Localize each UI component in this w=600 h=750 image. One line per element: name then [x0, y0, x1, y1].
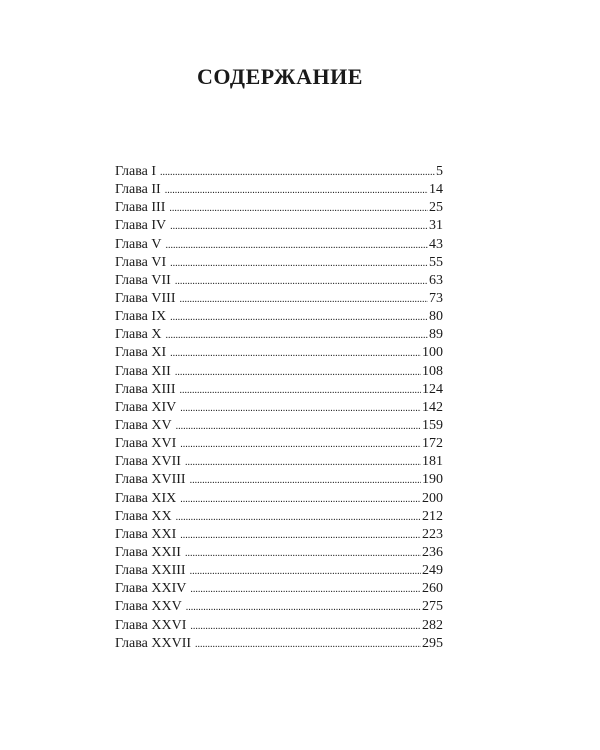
- toc-entry-label: Глава XXII: [115, 544, 181, 560]
- toc-entry-page-number: 5: [436, 164, 443, 179]
- toc-leader-dots: [170, 255, 428, 273]
- toc-entry: [115, 544, 443, 562]
- toc-entry: [115, 344, 443, 362]
- toc-entry: [115, 635, 443, 653]
- toc-leader-dots: [176, 509, 421, 527]
- toc-entry-label: Глава XXIII: [115, 563, 186, 579]
- toc-entry: [115, 435, 443, 453]
- toc-leader-dots: [186, 599, 421, 617]
- toc-entry: [115, 308, 443, 326]
- toc-entry: [115, 562, 443, 580]
- toc-entry: [115, 598, 443, 616]
- toc-entry-page-number: 190: [422, 472, 443, 488]
- toc-entry-page-number: 249: [422, 563, 443, 579]
- toc-entry-label: Глава XVI: [115, 436, 177, 452]
- toc-entry-label: Глава I: [115, 164, 157, 179]
- toc-leader-dots: [190, 618, 421, 636]
- toc-entry-page-number: 43: [429, 236, 443, 252]
- toc-leader-dots: [179, 382, 421, 400]
- toc-entry-label: Глава XIII: [115, 381, 176, 397]
- toc-entry-page-number: 100: [422, 345, 443, 361]
- toc-entry-page-number: 31: [429, 218, 443, 234]
- table-of-contents: [115, 163, 443, 653]
- toc-entry: [115, 508, 443, 526]
- toc-entry-page-number: 172: [422, 436, 443, 452]
- toc-entry-page-number: 200: [422, 490, 443, 506]
- toc-leader-dots: [185, 545, 421, 563]
- toc-entry-label: Глава XII: [115, 363, 171, 379]
- toc-entry: [115, 326, 443, 344]
- toc-entry-page-number: 181: [422, 454, 443, 470]
- toc-entry-label: Глава VII: [115, 272, 171, 288]
- toc-entry-page-number: 236: [422, 544, 443, 560]
- toc-entry-page-number: 80: [429, 309, 443, 325]
- toc-leader-dots: [190, 472, 421, 490]
- toc-entry: [115, 399, 443, 417]
- toc-entry: [115, 199, 443, 217]
- toc-entry-label: Глава III: [115, 200, 166, 216]
- toc-leader-dots: [190, 563, 421, 581]
- toc-entry-label: Глава XI: [115, 345, 167, 361]
- toc-entry: [115, 580, 443, 598]
- toc-leader-dots: [160, 164, 435, 182]
- toc-entry: [115, 290, 443, 308]
- toc-leader-dots: [170, 218, 428, 236]
- toc-entry-page-number: 63: [429, 272, 443, 288]
- toc-entry: [115, 417, 443, 435]
- toc-entry: [115, 272, 443, 290]
- toc-entry-page-number: 159: [422, 417, 443, 433]
- toc-entry-page-number: 275: [422, 599, 443, 615]
- toc-leader-dots: [180, 436, 421, 454]
- toc-entry-page-number: 223: [422, 526, 443, 542]
- toc-leader-dots: [169, 200, 428, 218]
- toc-entry-label: Глава XV: [115, 417, 172, 433]
- toc-leader-dots: [170, 345, 421, 363]
- toc-leader-dots: [166, 237, 429, 255]
- toc-entry-page-number: 73: [429, 290, 443, 306]
- toc-entry: [115, 217, 443, 235]
- toc-entry-label: Глава XIX: [115, 490, 177, 506]
- toc-entry: [115, 363, 443, 381]
- toc-entry-label: Глава XXVI: [115, 617, 187, 633]
- toc-entry-page-number: 282: [422, 617, 443, 633]
- toc-entry-label: Глава XVIII: [115, 472, 186, 488]
- toc-entry-label: Глава V: [115, 236, 162, 252]
- toc-entry-page-number: 25: [429, 200, 443, 216]
- toc-leader-dots: [190, 581, 421, 599]
- toc-leader-dots: [180, 400, 421, 418]
- toc-leader-dots: [180, 491, 421, 509]
- toc-entry-page-number: 89: [429, 327, 443, 343]
- toc-entry: [115, 526, 443, 544]
- toc-leader-dots: [185, 454, 421, 472]
- toc-entry: [115, 163, 443, 181]
- page-title: СОДЕРЖАНИЕ: [197, 64, 363, 89]
- toc-leader-dots: [165, 182, 428, 200]
- toc-entry-page-number: 142: [422, 399, 443, 415]
- toc-entry-label: Глава XXIV: [115, 581, 187, 597]
- toc-entry: [115, 453, 443, 471]
- toc-entry-page-number: 212: [422, 508, 443, 524]
- toc-entry-label: Глава IV: [115, 218, 167, 234]
- toc-entry-page-number: 295: [422, 635, 443, 651]
- toc-entry: [115, 617, 443, 635]
- toc-entry-label: Глава XXV: [115, 599, 182, 615]
- toc-leader-dots: [175, 273, 428, 291]
- toc-leader-dots: [195, 636, 421, 654]
- toc-leader-dots: [180, 527, 421, 545]
- toc-entry-label: Глава X: [115, 327, 162, 343]
- toc-entry-page-number: 55: [429, 254, 443, 270]
- toc-entry-label: Глава XXI: [115, 526, 177, 542]
- toc-entry: [115, 471, 443, 489]
- toc-leader-dots: [175, 364, 421, 382]
- toc-leader-dots: [179, 291, 428, 309]
- toc-entry: [115, 254, 443, 272]
- toc-entry-label: Глава XIV: [115, 399, 177, 415]
- toc-entry-label: Глава VI: [115, 254, 167, 270]
- toc-entry-page-number: 14: [429, 182, 443, 198]
- toc-entry-label: Глава II: [115, 182, 161, 198]
- toc-leader-dots: [170, 309, 428, 327]
- toc-entry-label: Глава IX: [115, 309, 167, 325]
- toc-entry-page-number: 124: [422, 381, 443, 397]
- toc-entry-label: Глава XVII: [115, 454, 181, 470]
- toc-entry: [115, 381, 443, 399]
- toc-entry: [115, 490, 443, 508]
- toc-entry: [115, 181, 443, 199]
- toc-entry-page-number: 260: [422, 581, 443, 597]
- toc-entry-label: Глава XX: [115, 508, 172, 524]
- toc-entry-label: Глава VIII: [115, 290, 176, 306]
- toc-entry: [115, 236, 443, 254]
- toc-leader-dots: [176, 418, 421, 436]
- toc-entry-page-number: 108: [422, 363, 443, 379]
- toc-entry-label: Глава XXVII: [115, 635, 192, 651]
- toc-leader-dots: [166, 327, 429, 345]
